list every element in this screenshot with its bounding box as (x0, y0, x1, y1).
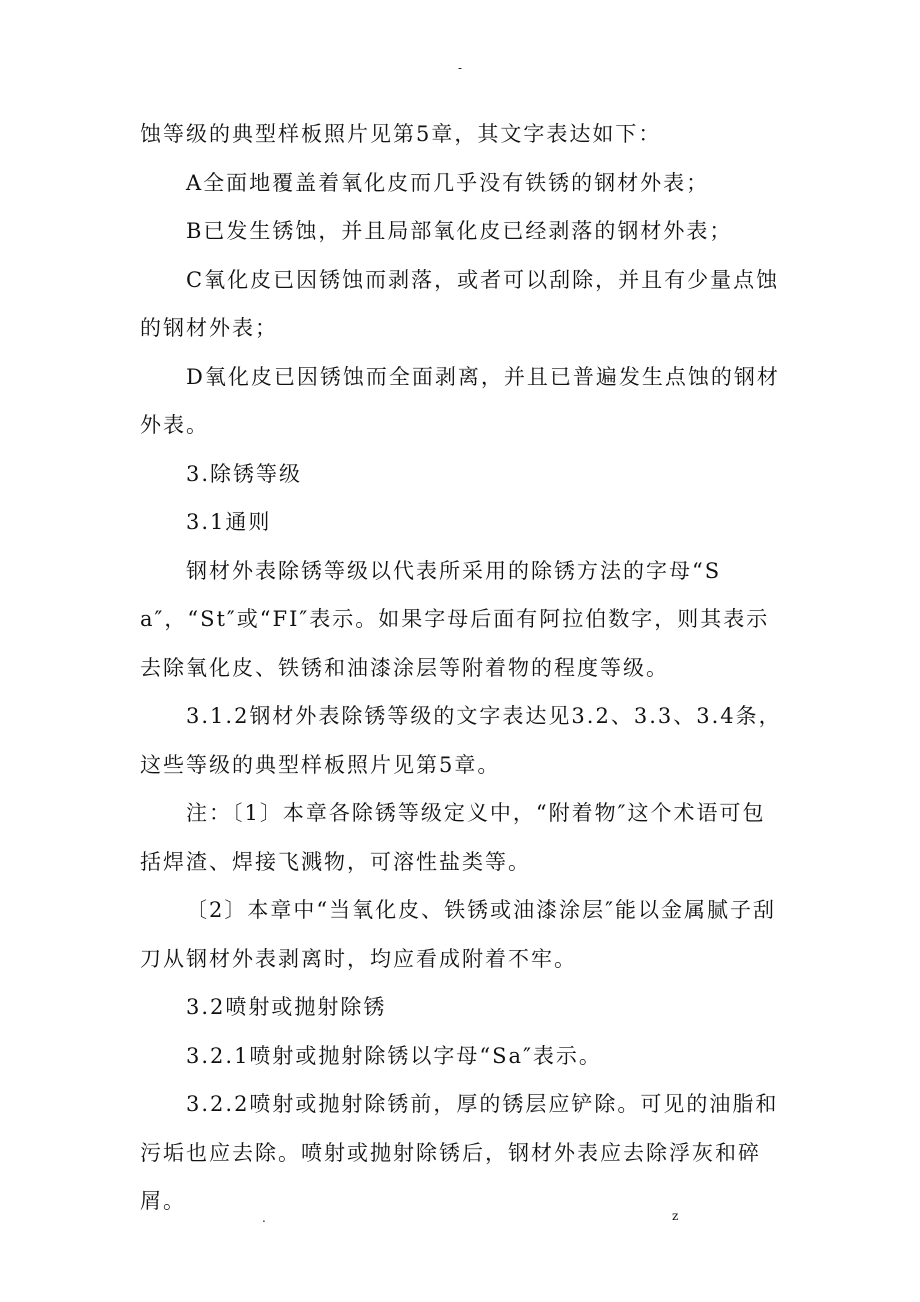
section-heading-3: 3.除锈等级 (186, 461, 303, 486)
page-footer-right-mark: z (672, 1209, 679, 1223)
paragraph-3-2-2: 3.2.2喷射或抛射除锈前，厚的锈层应铲除。可见的油脂和污垢也应去除。喷射或抛射除锈后，钢材外表应去除浮灰和碎屑。 (140, 1092, 779, 1213)
paragraph-grade-b: B已发生锈蚀，并且局部氧化皮已经剥落的钢材外表； (186, 219, 733, 243)
paragraph-3-1-2: 3.1.2钢材外表除锈等级的文字表达见3.2、3.3、3.4条，这些等级的典型样板照片见第5章。 (140, 704, 782, 777)
document-body (140, 110, 785, 1226)
page-footer-left-mark: . (262, 1211, 266, 1225)
paragraph-continued-rust-grades: 蚀等级的典型样板照片见第5章，其文字表达如下： (140, 122, 662, 146)
paragraph-derusting-letters: 钢材外表除锈等级以代表所采用的除锈方法的字母“Sa″，“St″或“FI″表示。如果字母后面有阿拉伯数字，则其表示去除氧化皮、铁锈和油漆涂层等附着物的程度等级。 (140, 558, 770, 680)
paragraph-grade-c: C氧化皮已因锈蚀而剥落，或者可以刮除，并且有少量点蚀的钢材外表； (140, 267, 780, 340)
page-header-mark: - (458, 61, 463, 75)
paragraph-grade-d: D氧化皮已因锈蚀而全面剥离，并且已普遍发生点蚀的钢材外表。 (140, 364, 780, 437)
section-heading-3-1: 3.1通则 (186, 510, 272, 534)
note-2: 〔2〕本章中“当氧化皮、铁锈或油漆涂层″能以金属腻子刮刀从钢材外表剥离时，均应看成附着不牢。 (140, 898, 776, 971)
note-1: 注：〔1〕本章各除锈等级定义中，“附着物″这个术语可包括焊渣、焊接飞溅物，可溶性盐类等。 (140, 801, 766, 874)
section-heading-3-2: 3.2喷射或抛射除锈 (186, 995, 387, 1019)
paragraph-grade-a: A全面地覆盖着氧化皮而几乎没有铁锈的钢材外表； (186, 170, 710, 195)
paragraph-3-2-1: 3.2.1喷射或抛射除锈以字母“Sa″表示。 (186, 1043, 602, 1068)
